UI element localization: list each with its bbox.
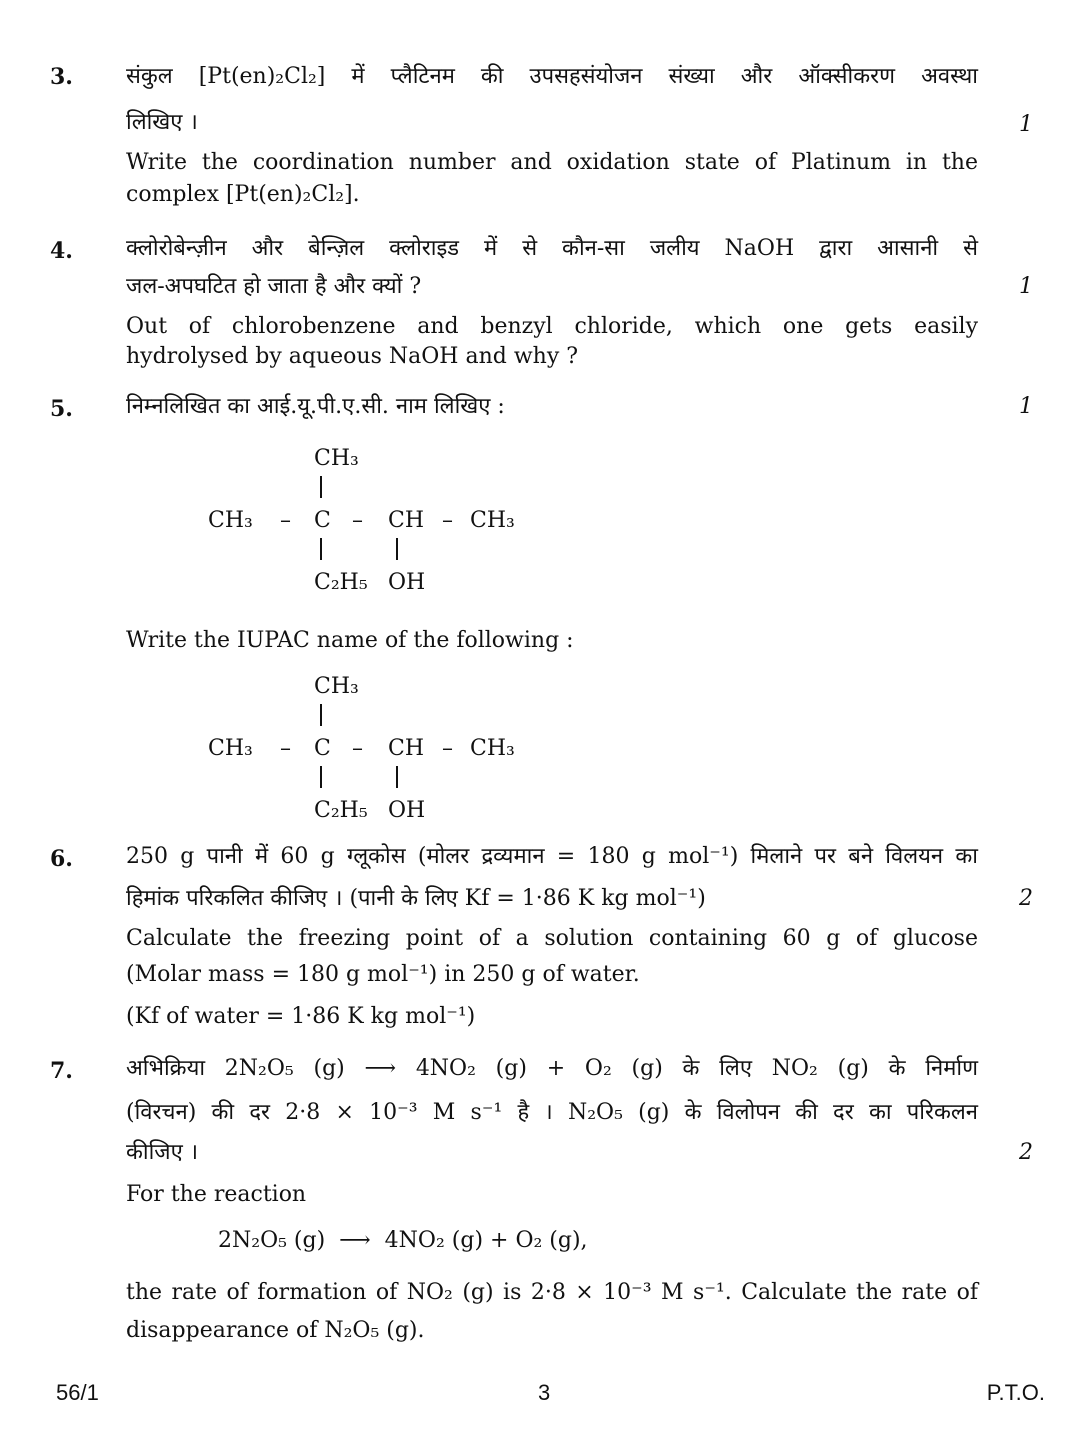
formula-text: CH₃ xyxy=(208,508,253,533)
formula-text: CH₃ xyxy=(470,736,515,761)
question-number: 4. xyxy=(50,238,73,264)
english-text: complex [Pt(en)₂Cl₂]. xyxy=(126,182,360,207)
english-text: (Molar mass = 180 g mol⁻¹) in 250 g of water. xyxy=(126,962,640,987)
hindi-text: जल-अपघटित हो जाता है और क्यों ? xyxy=(126,274,422,299)
formula-text: – xyxy=(442,508,453,533)
english-text: Calculate the freezing point of a solution containing 60 g of glucose xyxy=(126,926,978,951)
hindi-text: क्लोरोबेन्ज़ीन और बेन्ज़िल क्लोराइड में से कौन-सा जलीय NaOH द्वारा आसानी से xyxy=(126,236,978,261)
formula-text: OH xyxy=(388,570,426,595)
reaction-equation: 2N₂O₅ (g) ⟶ 4NO₂ (g) + O₂ (g), xyxy=(218,1228,588,1253)
formula-text: C₂H₅ xyxy=(314,570,368,595)
marks: 1 xyxy=(1019,394,1033,419)
english-text: hydrolysed by aqueous NaOH and why ? xyxy=(126,344,579,369)
formula-text: CH₃ xyxy=(470,508,515,533)
marks: 2 xyxy=(1019,886,1033,911)
paper-code: 56/1 xyxy=(56,1380,99,1405)
question-number: 5. xyxy=(50,396,73,422)
bond-line xyxy=(320,476,322,498)
hindi-text: कीजिए । xyxy=(126,1140,199,1165)
hindi-text: निम्नलिखित का आई.यू.पी.ए.सी. नाम लिखिए : xyxy=(126,394,505,419)
hindi-text: (विरचन) की दर 2·8 × 10⁻³ M s⁻¹ है । N₂O₅ (g) के विलोपन की दर का परिकलन xyxy=(126,1100,978,1125)
english-text: Write the coordination number and oxidation state of Platinum in the xyxy=(126,150,978,175)
marks: 1 xyxy=(1019,274,1033,299)
bond-line xyxy=(320,766,322,788)
bond-line xyxy=(396,538,398,560)
formula-text: C₂H₅ xyxy=(314,798,368,823)
formula-text: OH xyxy=(388,798,426,823)
formula-text: C xyxy=(314,736,331,761)
formula-text: CH₃ xyxy=(314,446,359,471)
formula-text: CH₃ xyxy=(314,674,359,699)
question-number: 7. xyxy=(50,1058,73,1084)
formula-text: CH₃ xyxy=(208,736,253,761)
formula-text: – xyxy=(280,508,291,533)
question-number: 3. xyxy=(50,64,73,90)
english-text: (Kf of water = 1·86 K kg mol⁻¹) xyxy=(126,1004,476,1029)
marks: 2 xyxy=(1019,1140,1033,1165)
pto-label: P.T.O. xyxy=(986,1380,1045,1405)
english-text: For the reaction xyxy=(126,1182,307,1207)
page-number: 3 xyxy=(538,1380,551,1405)
english-text: Write the IUPAC name of the following : xyxy=(126,628,574,653)
hindi-text: अभिक्रिया 2N₂O₅ (g) ⟶ 4NO₂ (g) + O₂ (g) के लिए NO₂ (g) के निर्माण xyxy=(126,1056,978,1081)
bond-line xyxy=(396,766,398,788)
marks: 1 xyxy=(1019,112,1033,137)
hindi-text: लिखिए । xyxy=(126,110,198,135)
hindi-text: संकुल [Pt(en)₂Cl₂] में प्लैटिनम की उपसहसंयोजन संख्या और ऑक्सीकरण अवस्था xyxy=(126,64,978,89)
formula-text: CH xyxy=(388,508,425,533)
bond-line xyxy=(320,704,322,726)
formula-text: – xyxy=(280,736,291,761)
formula-text: – xyxy=(352,508,363,533)
english-text: Out of chlorobenzene and benzyl chloride, which one gets easily xyxy=(126,314,978,339)
formula-text: – xyxy=(442,736,453,761)
english-text: the rate of formation of NO₂ (g) is 2·8 × 10⁻³ M s⁻¹. Calculate the rate of xyxy=(126,1280,978,1305)
formula-text: – xyxy=(352,736,363,761)
english-text: disappearance of N₂O₅ (g). xyxy=(126,1318,425,1343)
hindi-text: हिमांक परिकलित कीजिए । (पानी के लिए Kf = 1·86 K kg mol⁻¹) xyxy=(126,886,706,911)
formula-text: CH xyxy=(388,736,425,761)
question-number: 6. xyxy=(50,846,73,872)
hindi-text: 250 g पानी में 60 g ग्लूकोस (मोलर द्रव्यमान = 180 g mol⁻¹) मिलाने पर बने विलयन का xyxy=(126,844,978,869)
bond-line xyxy=(320,538,322,560)
formula-text: C xyxy=(314,508,331,533)
